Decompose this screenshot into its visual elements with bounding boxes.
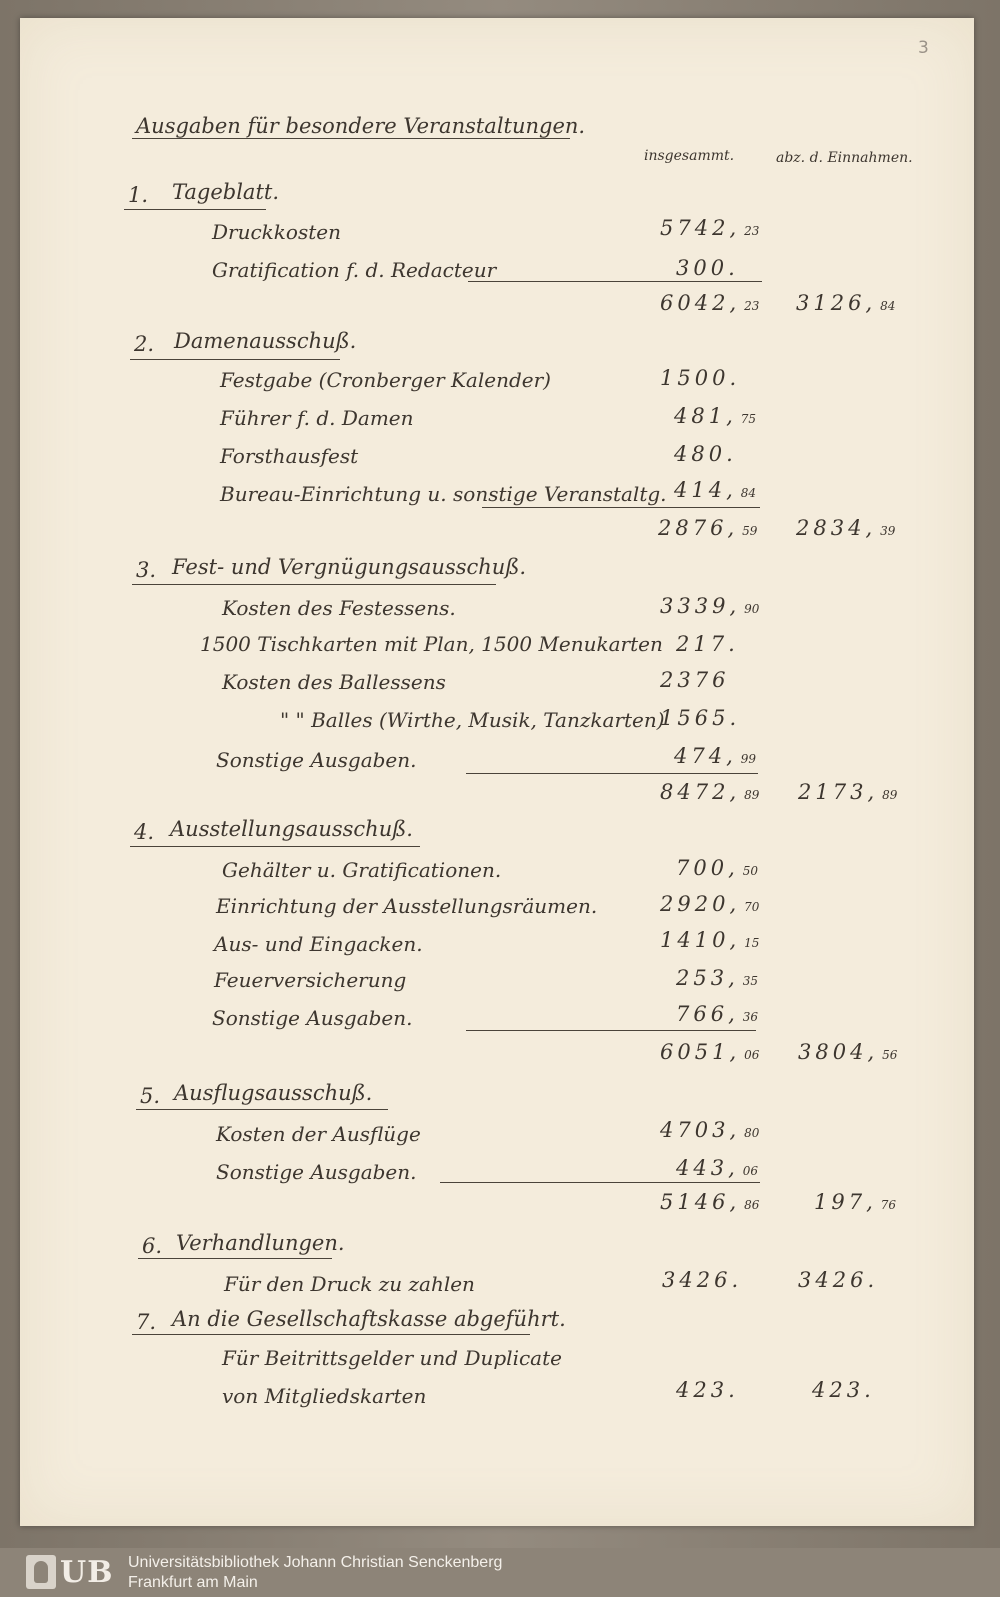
footer-city: Frankfurt am Main [128, 1574, 258, 1591]
item-label: von Mitgliedskarten [222, 1384, 427, 1408]
portrait-icon [26, 1555, 56, 1589]
item-amount: 3426. [662, 1268, 743, 1292]
item-label: Bureau-Einrichtung u. sonstige Veranstaltg. [220, 482, 667, 506]
item-label: Sonstige Ausgaben. [216, 1160, 417, 1184]
item-amount: 480. [674, 442, 737, 466]
logo-text: UB [60, 1554, 114, 1590]
item-label: Aus- und Eingacken. [214, 932, 423, 956]
section-underline [132, 1334, 530, 1335]
section-title: Ausstellungsausschuß. [170, 817, 413, 841]
page-number: 3 [918, 38, 929, 58]
item-label: Gratification f. d. Redacteur [212, 258, 497, 282]
section-title: Ausflugsausschuß. [174, 1081, 373, 1105]
section-underline [130, 359, 340, 360]
item-amount: 474, 99 [674, 744, 757, 768]
item-amount: 700, 50 [676, 856, 759, 880]
item-label: 1500 Tischkarten mit Plan, 1500 Menukarten [200, 632, 663, 656]
section-title: Damenausschuß. [174, 329, 357, 353]
item-net: 3426. [798, 1268, 879, 1292]
footer-institution: Universitätsbibliothek Johann Christian Senckenberg [128, 1554, 503, 1571]
item-amount: 443, 06 [676, 1156, 759, 1180]
section-number: 1. [128, 183, 149, 207]
section-number: 7. [136, 1310, 157, 1334]
section-net: 3126, 84 [796, 291, 896, 315]
item-amount: 253, 35 [676, 966, 759, 990]
item-amount: 414, 84 [674, 478, 757, 502]
section-underline [124, 209, 266, 210]
item-amount: 1500. [660, 366, 741, 390]
item-net: 423. [812, 1378, 875, 1402]
item-amount: 2376 [660, 668, 730, 692]
section-net: 2834, 39 [796, 516, 896, 540]
item-label: Forsthausfest [220, 444, 359, 468]
item-amount: 1565. [660, 706, 741, 730]
section-total: 5146, 86 [660, 1190, 760, 1214]
section-underline [138, 1258, 332, 1259]
section-number: 4. [134, 820, 155, 844]
item-label: Führer f. d. Damen [220, 406, 414, 430]
library-footer [0, 1548, 1000, 1597]
title-underline [132, 138, 570, 139]
section-underline [132, 584, 496, 585]
section-total: 6051, 06 [660, 1040, 760, 1064]
item-label: Sonstige Ausgaben. [212, 1006, 413, 1030]
sum-rule [466, 1030, 756, 1031]
item-label: Kosten der Ausflüge [216, 1122, 421, 1146]
item-amount: 300. [676, 256, 739, 280]
item-amount: 4703, 80 [660, 1118, 760, 1142]
item-amount: 766, 36 [676, 1002, 759, 1026]
column-header-net: abz. d. Einnahmen. [776, 150, 913, 166]
section-net: 3804, 56 [798, 1040, 898, 1064]
section-net: 197, 76 [814, 1190, 897, 1214]
item-label: Druckkosten [212, 220, 341, 244]
item-label: Für den Druck zu zahlen [224, 1272, 475, 1296]
item-amount: 3339, 90 [660, 594, 760, 618]
item-label: Kosten des Ballessens [222, 670, 446, 694]
sum-rule [440, 1182, 760, 1183]
item-label: Festgabe (Cronberger Kalender) [220, 368, 551, 392]
ub-logo [26, 1552, 121, 1592]
item-label: Feuerversicherung [214, 968, 407, 992]
sum-rule [482, 507, 760, 508]
section-number: 3. [136, 558, 157, 582]
item-amount: 423. [676, 1378, 739, 1402]
document-page [20, 18, 974, 1526]
section-underline [130, 846, 420, 847]
item-label: Sonstige Ausgaben. [216, 748, 417, 772]
section-title: Tageblatt. [172, 180, 279, 204]
sum-rule [468, 281, 762, 282]
page-title: Ausgaben für besondere Veranstaltungen. [136, 114, 586, 138]
section-number: 2. [134, 332, 155, 356]
item-amount: 481, 75 [674, 404, 757, 428]
section-total: 6042, 23 [660, 291, 760, 315]
item-label: " " Balles (Wirthe, Musik, Tanzkarten) [280, 708, 665, 732]
section-number: 6. [142, 1234, 163, 1258]
section-number: 5. [140, 1084, 161, 1108]
column-header-total: insgesammt. [644, 148, 735, 164]
section-underline [136, 1109, 388, 1110]
section-title: Fest- und Vergnügungsausschuß. [172, 555, 527, 579]
section-total: 8472, 89 [660, 780, 760, 804]
item-label: Kosten des Festessens. [222, 596, 456, 620]
item-label: Für Beitrittsgelder und Duplicate [222, 1346, 562, 1370]
item-label: Einrichtung der Ausstellungsräumen. [216, 894, 598, 918]
item-amount: 217. [676, 632, 739, 656]
item-amount: 2920, 70 [660, 892, 760, 916]
item-amount: 1410, 15 [660, 928, 760, 952]
item-amount: 5742, 23 [660, 216, 760, 240]
section-net: 2173, 89 [798, 780, 898, 804]
section-total: 2876, 59 [658, 516, 758, 540]
item-label: Gehälter u. Gratificationen. [222, 858, 502, 882]
section-title: Verhandlungen. [176, 1231, 345, 1255]
sum-rule [466, 773, 758, 774]
section-title: An die Gesellschaftskasse abgeführt. [172, 1307, 566, 1331]
